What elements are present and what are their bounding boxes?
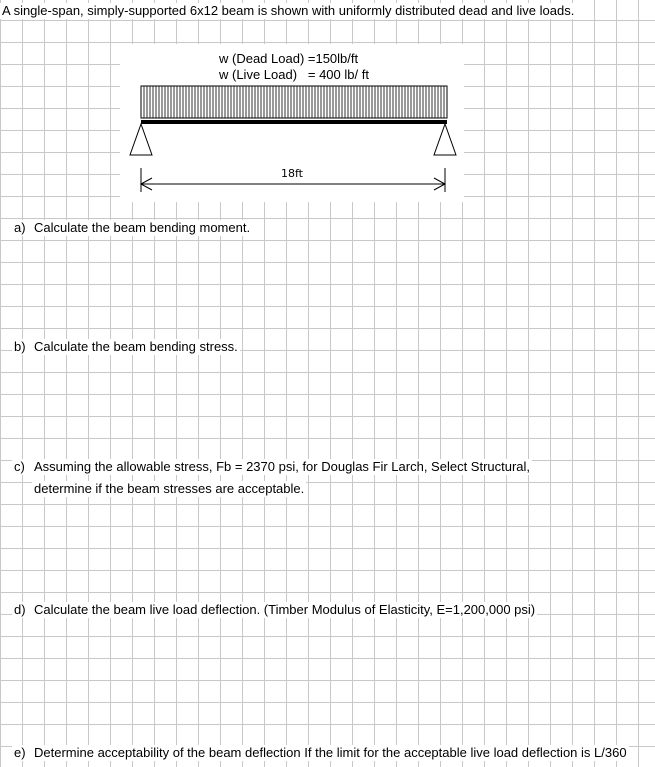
problem-statement: A single-span, simply-supported 6x12 beam is shown with uniformly distributed dead and live loads. (2, 3, 575, 18)
left-support (130, 124, 152, 155)
question-b-text: Calculate the beam bending stress. (34, 339, 238, 354)
question-e-label: e) (14, 745, 26, 760)
beam (141, 120, 447, 124)
dead-load-label: w (Dead Load) =150lb/ft (219, 51, 359, 66)
span-label: 18ft (281, 167, 303, 180)
distributed-load (141, 86, 447, 118)
question-c-label: c) (14, 459, 25, 474)
live-load-label: w (Live Load) = 400 lb/ ft (219, 67, 369, 82)
question-b (12, 339, 240, 355)
question-c-text-line2: determine if the beam stresses are acceptable. (34, 481, 305, 496)
question-d-text: Calculate the beam live load deflection. (Timber Modulus of Elasticity, E=1,200,000 psi) (34, 602, 536, 617)
beam-diagram (120, 44, 464, 202)
question-c-continued (32, 481, 306, 497)
question-e (12, 745, 629, 761)
beam-figure (120, 44, 464, 202)
question-e-text: Determine acceptability of the beam deflection If the limit for the acceptable live load deflection is L/360 (34, 745, 627, 760)
question-a-label: a) (14, 220, 26, 235)
right-support (434, 124, 456, 155)
question-d (12, 602, 537, 618)
question-c (12, 459, 532, 475)
question-c-text: Assuming the allowable stress, Fb = 2370 psi, for Douglas Fir Larch, Select Structural, (34, 459, 531, 474)
question-d-label: d) (14, 602, 26, 617)
question-a-text: Calculate the beam bending moment. (34, 220, 251, 235)
question-a (12, 220, 252, 236)
question-b-label: b) (14, 339, 26, 354)
